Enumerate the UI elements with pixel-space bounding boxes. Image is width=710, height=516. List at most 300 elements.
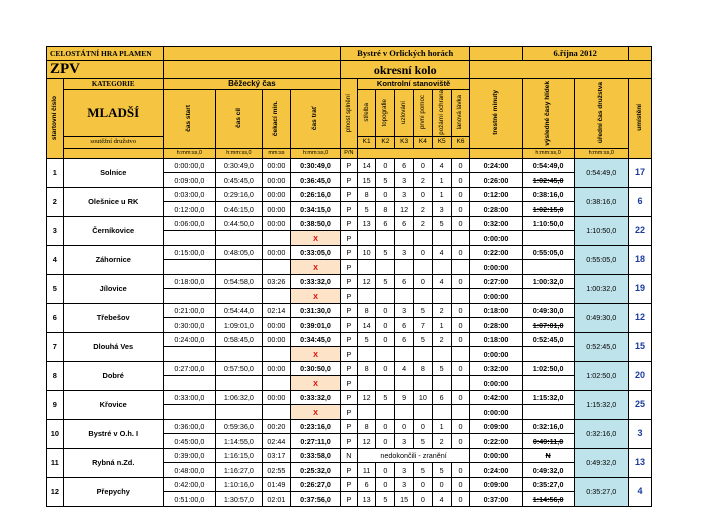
start-time: 0:30:00,0 xyxy=(163,318,215,333)
checkpoint-value: 5 xyxy=(376,390,395,405)
checkpoint-value: 4 xyxy=(432,492,451,507)
wait-time: 02:01 xyxy=(262,492,290,507)
checkpoint-value: 3 xyxy=(432,202,451,217)
start-time: 0:06:00,0 xyxy=(163,216,215,231)
team-name: Dlouhá Ves xyxy=(63,332,163,361)
checkpoint-value: 0 xyxy=(451,361,470,376)
checkpoint-value: 0 xyxy=(376,361,395,376)
checkpoint-value: 10 xyxy=(414,390,433,405)
table-row xyxy=(47,448,652,463)
team-name: Třebešov xyxy=(63,303,163,332)
checkpoint-value: 10 xyxy=(357,245,376,260)
checkpoint-value: 0 xyxy=(414,477,433,492)
start-time: 0:48:00,0 xyxy=(163,463,215,478)
start-number: 10 xyxy=(47,419,64,448)
col-k1: střelba xyxy=(362,103,370,122)
finish-time: 1:30:57,0 xyxy=(215,492,262,507)
checkpoint-value: 1 xyxy=(432,318,451,333)
penalty-time: 0:12:00 xyxy=(470,187,522,202)
start-time xyxy=(163,347,215,362)
start-time: 0:51:00,0 xyxy=(163,492,215,507)
unit-track: h:mm:ss,0 xyxy=(291,148,341,158)
checkpoint-value: 7 xyxy=(414,318,433,333)
wait-time: 00:00 xyxy=(262,332,290,347)
placement: 18 xyxy=(628,245,651,274)
checkpoint-value: 12 xyxy=(357,434,376,449)
checkpoint-value: 0 xyxy=(451,216,470,231)
patrol-result: 0:35:27,0 xyxy=(522,477,574,492)
finish-time xyxy=(215,289,262,304)
col-category-label: KATEGORIE xyxy=(63,79,163,90)
table-row xyxy=(47,303,652,318)
checkpoint-value: 6 xyxy=(395,274,414,289)
patrol-result: N xyxy=(522,448,574,463)
official-time: 1:10:50,0 xyxy=(574,216,628,245)
official-time: 1:02:50,0 xyxy=(574,361,628,390)
unit-result: h:mm:ss,0 xyxy=(522,148,574,158)
finish-time xyxy=(215,231,262,246)
checkpoint-value: 0 xyxy=(414,187,433,202)
track-time: 0:33:32,0 xyxy=(291,390,341,405)
checkpoint-value: 0 xyxy=(376,419,395,434)
col-official: úřední čas družstva xyxy=(597,82,605,144)
checkpoint-value: 0 xyxy=(451,187,470,202)
unit-finish: h:mm:ss,0 xyxy=(215,148,262,158)
results-table xyxy=(46,46,652,507)
wait-time: 00:00 xyxy=(262,202,290,217)
checkpoint-value: 4 xyxy=(395,361,414,376)
checkpoint-value xyxy=(432,347,451,362)
checkpoint-note: nedokončili - zranění xyxy=(357,448,470,463)
col-k3: uzlování xyxy=(400,100,408,124)
checkpoint-value: 12 xyxy=(395,202,414,217)
finish-time: 0:46:15,0 xyxy=(215,202,262,217)
track-time-missing: X xyxy=(291,289,341,304)
finish-time: 1:06:32,0 xyxy=(215,390,262,405)
track-time: 0:39:01,0 xyxy=(291,318,341,333)
placement: 22 xyxy=(628,216,651,245)
track-time-missing: X xyxy=(291,347,341,362)
penalty-time: 0:00:00 xyxy=(470,376,522,391)
team-name: Křovice xyxy=(63,390,163,419)
checkpoint-value xyxy=(432,231,451,246)
checkpoint-value: 5 xyxy=(376,245,395,260)
table-row xyxy=(47,158,652,173)
wait-time: 00:00 xyxy=(262,245,290,260)
checkpoint-value xyxy=(357,231,376,246)
checkpoint-value xyxy=(432,376,451,391)
date: 6.října 2012 xyxy=(522,47,628,61)
checkpoint-value: 5 xyxy=(357,202,376,217)
placement: 20 xyxy=(628,361,651,390)
finish-time: 1:14:55,0 xyxy=(215,434,262,449)
official-time: 0:54:49,0 xyxy=(574,158,628,187)
checkpoint-value: 0 xyxy=(414,158,433,173)
pass-flag: N xyxy=(341,448,358,463)
placement: 25 xyxy=(628,390,651,419)
checkpoint-value: 0 xyxy=(451,245,470,260)
checkpoint-value xyxy=(376,405,395,420)
wait-time: 00:00 xyxy=(262,361,290,376)
track-time: 0:27:11,0 xyxy=(291,434,341,449)
wait-time: 01:49 xyxy=(262,477,290,492)
patrol-result: 0:32:16,0 xyxy=(522,419,574,434)
wait-time xyxy=(262,347,290,362)
checkpoint-value xyxy=(451,260,470,275)
penalty-time: 0:09:00 xyxy=(470,419,522,434)
patrol-result xyxy=(522,231,574,246)
unit-wait: mm:ss xyxy=(262,148,290,158)
unit-official: h:mm:ss,0 xyxy=(574,148,628,158)
penalty-time: 0:24:00 xyxy=(470,463,522,478)
track-time: 0:37:56,0 xyxy=(291,492,341,507)
team-name: Přepychy xyxy=(63,477,163,506)
patrol-result xyxy=(522,260,574,275)
checkpoint-value: 0 xyxy=(395,419,414,434)
official-time: 0:55:05,0 xyxy=(574,245,628,274)
placement: 17 xyxy=(628,158,651,187)
checkpoint-value xyxy=(432,260,451,275)
checkpoint-value: 6 xyxy=(395,332,414,347)
results-sheet xyxy=(46,46,652,507)
finish-time: 1:16:15,0 xyxy=(215,448,262,463)
table-row xyxy=(47,245,652,260)
patrol-result: 1:14:56,0 xyxy=(522,492,574,507)
pass-flag: P xyxy=(341,492,358,507)
patrol-result: 1:02:50,0 xyxy=(522,361,574,376)
track-time: 0:26:27,0 xyxy=(291,477,341,492)
start-time xyxy=(163,289,215,304)
patrol-result: 0:38:16,0 xyxy=(522,187,574,202)
finish-time: 0:44:50,0 xyxy=(215,216,262,231)
pass-flag: P xyxy=(341,274,358,289)
track-time: 0:34:15,0 xyxy=(291,202,341,217)
col-k1-short: K1 xyxy=(357,136,376,148)
checkpoint-value: 0 xyxy=(376,158,395,173)
checkpoint-value: 0 xyxy=(376,463,395,478)
checkpoint-value xyxy=(376,289,395,304)
patrol-result: 1:02:45,0 xyxy=(522,173,574,188)
finish-time: 0:59:36,0 xyxy=(215,419,262,434)
pass-flag: P xyxy=(341,361,358,376)
checkpoint-value xyxy=(357,289,376,304)
checkpoint-value xyxy=(376,260,395,275)
checkpoint-value: 0 xyxy=(451,332,470,347)
track-time: 0:25:32,0 xyxy=(291,463,341,478)
pass-flag: P xyxy=(341,332,358,347)
table-row xyxy=(47,187,652,202)
pass-flag: P xyxy=(341,463,358,478)
col-result: výsledné časy hlídek xyxy=(543,80,551,146)
placement: 15 xyxy=(628,332,651,361)
wait-time: 03:26 xyxy=(262,274,290,289)
pass-flag: P xyxy=(341,202,358,217)
patrol-result: 1:10:50,0 xyxy=(522,216,574,231)
pass-flag: P xyxy=(341,347,358,362)
checkpoint-value: 8 xyxy=(357,187,376,202)
patrol-result: 0:54:49,0 xyxy=(522,158,574,173)
checkpoint-value: 6 xyxy=(376,216,395,231)
checkpoint-value: 6 xyxy=(432,390,451,405)
penalty-time: 0:00:00 xyxy=(470,347,522,362)
checkpoint-value xyxy=(376,376,395,391)
competition-title: CELOSTÁTNÍ HRA PLAMEN xyxy=(47,47,164,61)
team-name: Záhornice xyxy=(63,245,163,274)
col-run-group: Běžecký čas xyxy=(163,79,340,90)
placement: 13 xyxy=(628,448,651,477)
pass-flag: P xyxy=(341,216,358,231)
start-number: 1 xyxy=(47,158,64,187)
checkpoint-value: 6 xyxy=(395,216,414,231)
finish-time: 1:16:27,0 xyxy=(215,463,262,478)
checkpoint-value: 5 xyxy=(376,274,395,289)
checkpoint-value: 6 xyxy=(357,477,376,492)
checkpoint-value: 6 xyxy=(395,318,414,333)
category-name: MLADŠÍ xyxy=(63,90,163,137)
col-k2-short: K2 xyxy=(376,136,395,148)
wait-time: 02:44 xyxy=(262,434,290,449)
col-track: čas trať xyxy=(311,106,319,131)
finish-time: 0:54:44,0 xyxy=(215,303,262,318)
track-time: 0:31:30,0 xyxy=(291,303,341,318)
placement: 19 xyxy=(628,274,651,303)
track-time-missing: X xyxy=(291,260,341,275)
checkpoint-value: 0 xyxy=(376,187,395,202)
checkpoint-value: 5 xyxy=(432,463,451,478)
finish-time: 0:57:50,0 xyxy=(215,361,262,376)
table-row xyxy=(47,419,652,434)
start-time xyxy=(163,405,215,420)
start-time xyxy=(163,260,215,275)
wait-time xyxy=(262,376,290,391)
checkpoint-value xyxy=(451,405,470,420)
start-number: 12 xyxy=(47,477,64,506)
penalty-time: 0:00:00 xyxy=(470,448,522,463)
wait-time xyxy=(262,231,290,246)
patrol-result: 0:52:45,0 xyxy=(522,332,574,347)
penalty-time: 0:18:00 xyxy=(470,332,522,347)
checkpoint-value: 13 xyxy=(357,216,376,231)
checkpoint-value xyxy=(395,231,414,246)
checkpoint-value xyxy=(395,347,414,362)
pass-flag: P xyxy=(341,187,358,202)
finish-time xyxy=(215,376,262,391)
checkpoint-value: 15 xyxy=(395,492,414,507)
checkpoint-value: 4 xyxy=(432,158,451,173)
wait-time: 02:14 xyxy=(262,303,290,318)
table-row xyxy=(47,390,652,405)
checkpoint-value: 8 xyxy=(357,303,376,318)
table-row xyxy=(47,332,652,347)
checkpoint-value: 1 xyxy=(432,187,451,202)
start-time: 0:03:00,0 xyxy=(163,187,215,202)
patrol-result: 0:49:11,0 xyxy=(522,434,574,449)
penalty-time: 0:00:00 xyxy=(470,260,522,275)
patrol-result xyxy=(522,376,574,391)
pass-flag: P xyxy=(341,434,358,449)
checkpoint-value: 0 xyxy=(451,434,470,449)
penalty-time: 0:28:00 xyxy=(470,318,522,333)
finish-time xyxy=(215,405,262,420)
team-name: Solnice xyxy=(63,158,163,187)
start-time: 0:45:00,0 xyxy=(163,434,215,449)
checkpoint-value: 3 xyxy=(395,303,414,318)
start-number: 8 xyxy=(47,361,64,390)
start-number: 4 xyxy=(47,245,64,274)
start-number: 3 xyxy=(47,216,64,245)
checkpoint-value: 9 xyxy=(395,390,414,405)
pass-flag: P xyxy=(341,318,358,333)
pass-flag: P xyxy=(341,303,358,318)
checkpoint-value: 0 xyxy=(414,419,433,434)
checkpoint-value: 3 xyxy=(395,434,414,449)
track-time: 0:33:58,0 xyxy=(291,448,341,463)
checkpoint-value xyxy=(357,405,376,420)
checkpoint-value: 8 xyxy=(357,361,376,376)
official-time: 1:15:32,0 xyxy=(574,390,628,419)
checkpoint-value: 0 xyxy=(414,492,433,507)
checkpoint-value: 0 xyxy=(414,274,433,289)
checkpoint-value xyxy=(414,376,433,391)
pass-flag: P xyxy=(341,260,358,275)
finish-time: 0:58:45,0 xyxy=(215,332,262,347)
checkpoint-value: 0 xyxy=(451,492,470,507)
track-time: 0:33:32,0 xyxy=(291,274,341,289)
start-time: 0:39:00,0 xyxy=(163,448,215,463)
official-time: 0:32:16,0 xyxy=(574,419,628,448)
wait-time: 00:00 xyxy=(262,390,290,405)
checkpoint-value xyxy=(451,289,470,304)
penalty-time: 0:42:00 xyxy=(470,390,522,405)
patrol-result: 0:55:05,0 xyxy=(522,245,574,260)
checkpoint-value xyxy=(395,405,414,420)
checkpoint-value xyxy=(451,347,470,362)
start-time: 0:18:00,0 xyxy=(163,274,215,289)
track-time-missing: X xyxy=(291,376,341,391)
checkpoint-value: 2 xyxy=(414,202,433,217)
col-team: soutěžní družstvo xyxy=(63,136,163,148)
table-row xyxy=(47,216,652,231)
checkpoint-value xyxy=(376,347,395,362)
penalty-time: 0:00:00 xyxy=(470,289,522,304)
team-name: Jílovice xyxy=(63,274,163,303)
finish-time: 0:48:05,0 xyxy=(215,245,262,260)
col-pass: plnost splnění xyxy=(344,93,352,132)
wait-time: 00:20 xyxy=(262,419,290,434)
checkpoint-value: 0 xyxy=(451,463,470,478)
checkpoint-value xyxy=(432,405,451,420)
checkpoint-value: 0 xyxy=(451,202,470,217)
col-k6: lanová lávka xyxy=(456,95,464,130)
patrol-result xyxy=(522,289,574,304)
team-name: Olešnice u RK xyxy=(63,187,163,216)
table-row xyxy=(47,477,652,492)
col-k6-short: K6 xyxy=(451,136,470,148)
track-time: 0:26:16,0 xyxy=(291,187,341,202)
start-number: 2 xyxy=(47,187,64,216)
track-time: 0:23:16,0 xyxy=(291,419,341,434)
penalty-time: 0:28:00 xyxy=(470,202,522,217)
col-k5-short: K5 xyxy=(432,136,451,148)
patrol-result: 1:15:32,0 xyxy=(522,390,574,405)
checkpoint-value xyxy=(414,405,433,420)
checkpoint-value: 5 xyxy=(414,332,433,347)
checkpoint-value: 14 xyxy=(357,318,376,333)
checkpoint-value: 0 xyxy=(451,477,470,492)
finish-time: 0:45:45,0 xyxy=(215,173,262,188)
wait-time: 00:00 xyxy=(262,216,290,231)
start-number: 6 xyxy=(47,303,64,332)
checkpoint-value: 0 xyxy=(451,390,470,405)
checkpoint-value: 5 xyxy=(414,303,433,318)
start-time xyxy=(163,231,215,246)
finish-time xyxy=(215,260,262,275)
checkpoint-value xyxy=(357,260,376,275)
track-time: 0:34:45,0 xyxy=(291,332,341,347)
team-name: Černíkovice xyxy=(63,216,163,245)
pass-flag: P xyxy=(341,173,358,188)
unit-start: h:mm:ss,0 xyxy=(163,148,215,158)
official-time: 0:52:45,0 xyxy=(574,332,628,361)
start-time: 0:09:00,0 xyxy=(163,173,215,188)
checkpoint-value xyxy=(451,231,470,246)
start-time: 0:00:00,0 xyxy=(163,158,215,173)
patrol-result: 1:02:15,0 xyxy=(522,202,574,217)
checkpoint-value: 4 xyxy=(432,274,451,289)
col-k3-short: K3 xyxy=(395,136,414,148)
patrol-result: 0:49:30,0 xyxy=(522,303,574,318)
venue: Bystré v Orlických horách xyxy=(341,47,470,61)
checkpoint-value: 0 xyxy=(414,245,433,260)
checkpoint-value xyxy=(357,376,376,391)
penalty-time: 0:00:00 xyxy=(470,231,522,246)
checkpoint-value: 5 xyxy=(432,216,451,231)
finish-time: 1:09:01,0 xyxy=(215,318,262,333)
pass-flag: P xyxy=(341,477,358,492)
start-time: 0:21:00,0 xyxy=(163,303,215,318)
penalty-time: 0:32:00 xyxy=(470,216,522,231)
team-name: Dobré xyxy=(63,361,163,390)
track-time: 0:30:50,0 xyxy=(291,361,341,376)
checkpoint-value: 8 xyxy=(357,419,376,434)
penalty-time: 0:32:00 xyxy=(470,361,522,376)
checkpoint-value: 0 xyxy=(451,303,470,318)
checkpoint-value: 0 xyxy=(451,158,470,173)
track-time: 0:33:05,0 xyxy=(291,245,341,260)
pass-flag: P xyxy=(341,405,358,420)
official-time: 1:00:32,0 xyxy=(574,274,628,303)
col-k4: první pomoc xyxy=(418,95,426,130)
checkpoint-value: 0 xyxy=(376,477,395,492)
pass-flag: P xyxy=(341,419,358,434)
checkpoint-value: 3 xyxy=(395,477,414,492)
checkpoint-value: 0 xyxy=(376,303,395,318)
finish-time: 0:30:49,0 xyxy=(215,158,262,173)
checkpoint-value xyxy=(395,289,414,304)
start-time: 0:27:00,0 xyxy=(163,361,215,376)
col-time-finish: čas cíl xyxy=(234,108,242,129)
checkpoint-value: 3 xyxy=(395,463,414,478)
checkpoint-value xyxy=(414,260,433,275)
checkpoint-value xyxy=(414,231,433,246)
checkpoint-value: 12 xyxy=(357,390,376,405)
checkpoint-value xyxy=(414,289,433,304)
checkpoint-value: 0 xyxy=(376,318,395,333)
checkpoint-value: 3 xyxy=(395,187,414,202)
checkpoint-value: 2 xyxy=(432,434,451,449)
checkpoint-value: 5 xyxy=(376,173,395,188)
penalty-time: 0:27:00 xyxy=(470,274,522,289)
